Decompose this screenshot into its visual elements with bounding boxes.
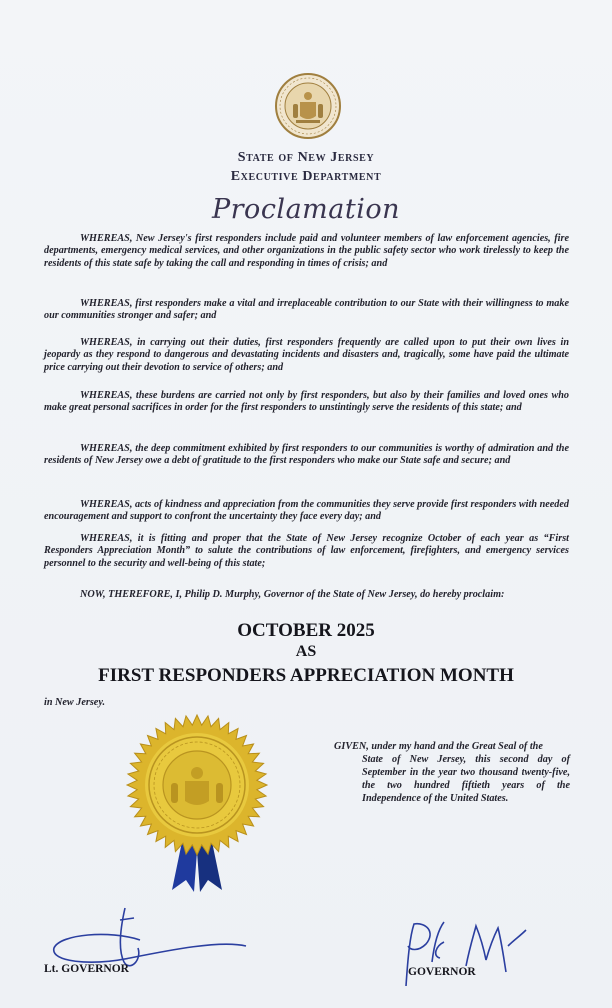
proclaimed-as: AS — [295, 643, 317, 660]
in-new-jersey: in New Jersey. — [44, 697, 106, 708]
whereas-paragraph: WHEREAS, the deep commitment exhibited by first responders to our communities is worthy of admiration and the residents of New Jersey owe a debt of gratitude to the first responders who make our State safe and secure; and — [44, 443, 569, 467]
whereas-paragraph: WHEREAS, in carrying out their duties, first responders frequently are called upon to put their own lives in jeopardy as they respond to dangerous and devastating incidents and disasters and, tragically, some have paid the ultimate price carrying out their devotion to service of others; and — [44, 337, 569, 373]
governor-label: GOVERNOR — [408, 966, 476, 978]
whereas-paragraph: WHEREAS, first responders make a vital and irreplaceable contribution to our State with their willingness to make our communities stronger and safer; and — [44, 298, 569, 322]
governor-signature — [396, 916, 536, 996]
proclaimed-title: FIRST RESPONDERS APPRECIATION MONTH — [98, 665, 514, 686]
whereas-paragraph: WHEREAS, acts of kindness and appreciation from the communities they serve provide first responders with needed encouragement and support to confront the uncertainty they face every day; and — [44, 499, 569, 523]
state-heading: State of New Jersey — [237, 150, 375, 165]
proclamation-title: Proclamation — [211, 194, 400, 225]
lt-governor-label: Lt. GOVERNOR — [44, 963, 129, 975]
whereas-paragraph: WHEREAS, New Jersey's first responders include paid and volunteer members of law enforcement agencies, fire departments, emergency medical services, and other organizations in the public safety sector who work tirelessly to keep the residents of this state safe by taking the call and responding in times of crisis; and — [44, 233, 569, 269]
proclaimed-month: OCTOBER 2025 — [237, 620, 375, 641]
whereas-paragraph: WHEREAS, it is fitting and proper that the State of New Jersey recognize October of each year as “First Responders Appreciation Month” to salute the contributions of law enforcement, firefighters, and emergency services personnel to the security and well-being of this state; — [44, 533, 569, 569]
given-clause: GIVEN, under my hand and the Great Seal of the State of New Jersey, this second day of September in the year two thousand twenty-five, the two hundred fiftieth years of the Independence of the United States. — [334, 741, 570, 804]
department-heading: Executive Department — [230, 169, 382, 184]
state-seal-icon — [274, 72, 342, 140]
whereas-paragraph: WHEREAS, these burdens are carried not only by first responders, but also by their families and loved ones who make great personal sacrifices in order for the first responders to unstintingly serve the residents of this state; and — [44, 390, 569, 414]
now-therefore-clause: NOW, THEREFORE, I, Philip D. Murphy, Governor of the State of New Jersey, do hereby proclaim: — [80, 589, 505, 600]
gold-seal-icon — [124, 712, 270, 892]
